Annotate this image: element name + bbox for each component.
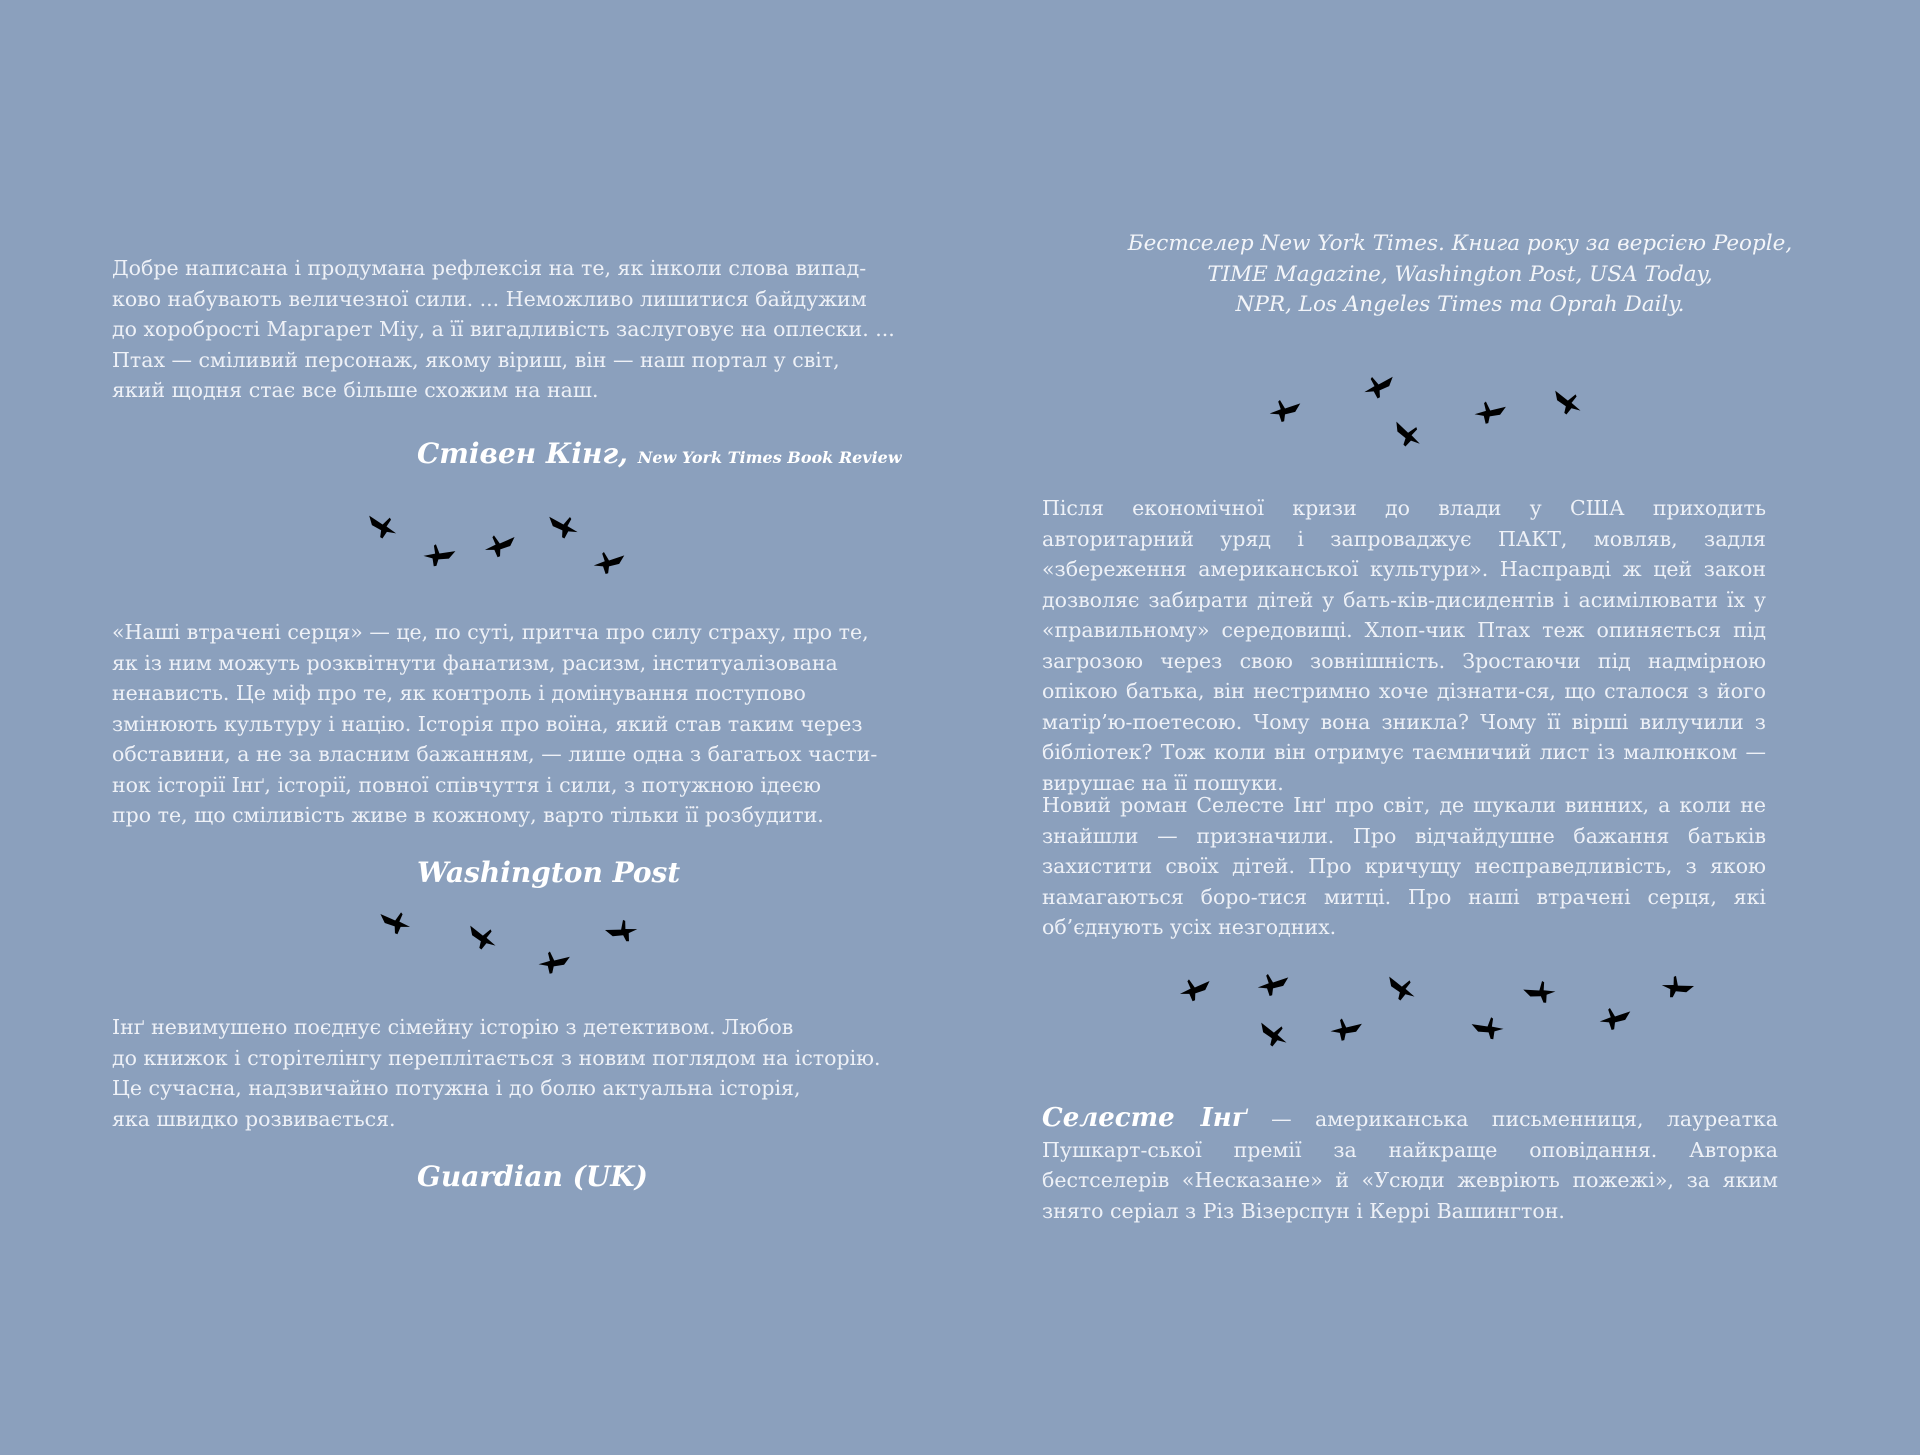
bird-icon (1252, 1015, 1294, 1055)
bird-icon (601, 912, 643, 952)
review-line: Добре написана і продумана рефлексія на те, як інколи слова випад- (112, 256, 867, 280)
bestseller-headline (960, 229, 1920, 321)
bird-icon (1520, 974, 1561, 1012)
review-line: Це сучасна, надзвичайно потужна і до болю актуальна історія, (112, 1076, 801, 1100)
synopsis-paragraph-2: Новий роман Селесте Інґ про світ, де шукали винних, а коли не знайшли — призначили. Про відчайдушне бажання батьків захистити своїх дітей. Про кричущу несправедливість, з якою намагаються боро-тися митці. Про наші втрачені серця, які об’єднують усіх незгодних. (1042, 793, 1766, 939)
review-guardian-author: Guardian (UK) (417, 1160, 648, 1193)
bird-icon (1256, 970, 1290, 1000)
review-line: ненависть. Це міф про те, як контроль і домінування поступово (112, 681, 806, 705)
bird-icon (1546, 383, 1588, 423)
author-bio (1042, 1103, 1778, 1226)
review-line: обставини, а не за власним бажанням, — лише одна з багатьох части- (112, 742, 878, 766)
review-line: яка швидко розвивається. (112, 1106, 396, 1131)
bird-icon (1656, 968, 1698, 1008)
bird-icon (377, 907, 413, 940)
review-line: змінюють культуру і націю. Історія про воїна, який став таким через (112, 711, 863, 736)
review-wp-text (112, 617, 877, 831)
review-line: який щодня стає все більше схожим на наш. (112, 378, 599, 402)
review-line: Птах — сміливий персонаж, якому віриш, він — наш портал у світ, (112, 347, 840, 372)
review-line: нок історії Інґ, історії, повної співчуття і сили, з потужною ідеєю (112, 772, 821, 797)
headline-line: NPR, Los Angeles Times та Oprah Daily. (1235, 292, 1685, 317)
bird-icon (420, 538, 459, 573)
headline-line: TIME Magazine, Washington Post, USA Today, (1207, 261, 1713, 287)
bird-icon (1469, 1011, 1508, 1046)
bird-icon (1385, 414, 1428, 456)
review-line: ково набувають величезної сили. ... Неможливо лишитися байдужим (112, 286, 867, 311)
review-line: до хоробрості Маргарет Міу, а її вигадливість заслуговує на оплески. ... (112, 317, 895, 341)
review-line: до книжок і сторітелінгу переплітається з новим поглядом на історію. (112, 1045, 881, 1070)
bird-icon (1472, 397, 1508, 430)
bird-icon (544, 509, 583, 544)
review-king-attribution (417, 437, 902, 470)
bird-icon (1268, 396, 1302, 426)
bird-icon (1598, 1004, 1632, 1034)
review-line: як із ним можуть розквітнути фанатизм, расизм, інституалізована (112, 650, 838, 675)
author-bio-name: Селесте Інґ (1042, 1103, 1248, 1133)
bird-icon (482, 530, 518, 563)
bird-icon (1380, 969, 1422, 1009)
right-page (960, 0, 1920, 1455)
review-kinga-text (112, 253, 895, 406)
bird-icon (461, 918, 503, 958)
review-king-source: New York Times Book Review (637, 448, 902, 467)
bird-icon (592, 548, 626, 578)
review-king-author: Стівен Кінг, (417, 437, 628, 470)
review-guardian-text (112, 1012, 881, 1134)
bird-icon (1360, 369, 1399, 404)
review-line: «Наші втрачені серця» — це, по суті, притча про силу страху, про те, (112, 620, 869, 644)
synopsis-paragraph-1: Після економічної кризи до влади у США приходить авторитарний уряд і запроваджує ПАКТ, мовляв, задля «збереження американської культури». Насправді ж цей закон дозволяє забирати дітей у бать-ків-дисидентів і асимілювати їх у «правильному» середовищі. Хлоп-чик Птах теж опиняється під загрозою через свою зовнішність. Зростаючи під надмірною опікою батька, він нестримно хоче дізнати-ся, що сталося з його матір’ю-поетесою. Чому вона зникла? Чому її вірші вилучили з бібліотек? Тож коли він отримує таємничий лист із малюнком — вирушає на її пошуки. (1042, 496, 1766, 795)
headline-line: Бестселер New York Times. Книга року за версією People, (1127, 231, 1793, 256)
bird-icon (1328, 1014, 1364, 1047)
review-wp-author: Washington Post (417, 856, 681, 889)
bird-icon (536, 947, 572, 980)
author-bio-text: — американська письменниця, лауреатка Пушкарт-ської премії за найкраще оповідання. Авторка бестселерів «Несказане» й «Усюди жевріють пожежі», за яким знято серіал з Різ Візерспун і Керрі Вашингтон. (1042, 1107, 1778, 1223)
review-line: Інґ невимушено поєднує сімейну історію з детективом. Любов (112, 1015, 794, 1039)
bird-icon (1177, 974, 1213, 1007)
review-line: про те, що сміливість живе в кожному, варто тільки її розбудити. (112, 803, 824, 827)
bird-icon (362, 508, 403, 546)
